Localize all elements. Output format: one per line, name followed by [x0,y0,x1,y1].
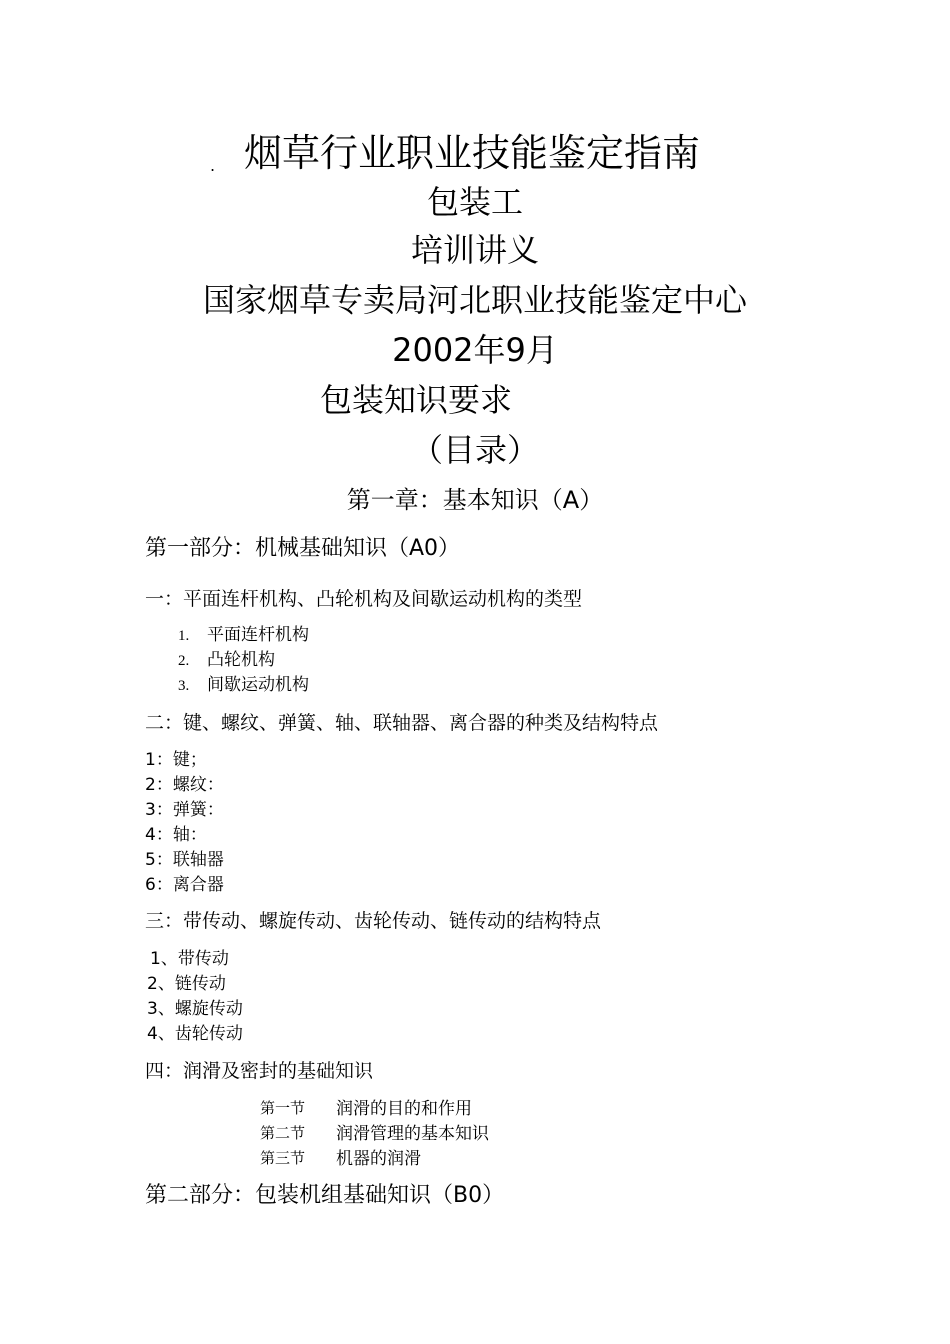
list-item-number: 1. [178,628,190,644]
list-item: 平面连杆机构 [207,625,309,645]
chapter-1-title: 第一章：基本知识（A） [346,486,604,514]
list-item: 1：键； [145,750,207,770]
leading-dot: . [210,156,216,175]
subsection-title: 润滑的目的和作用 [336,1099,472,1119]
list-item: 4：轴： [145,825,207,845]
section-3-title: 三：带传动、螺旋传动、齿轮传动、链传动的结构特点 [145,910,602,932]
list-item: 1、带传动 [150,949,229,969]
subsection-label: 第三节 [260,1151,306,1167]
section-1-title: 一：平面连杆机构、凸轮机构及间歇运动机构的类型 [145,588,583,610]
subsection-title: 机器的润滑 [336,1149,421,1169]
list-item: 间歇运动机构 [207,675,309,695]
list-item-number: 3. [178,678,190,694]
list-item: 凸轮机构 [207,650,275,670]
part-2-title: 第二部分：包装机组基础知识（B0） [145,1183,505,1208]
section-4-title: 四：润滑及密封的基础知识 [145,1060,374,1082]
issuing-organization: 国家烟草专卖局河北职业技能鉴定中心 [202,281,747,319]
list-item: 4、齿轮传动 [147,1024,243,1044]
subsection-label: 第二节 [260,1126,306,1142]
section-2-title: 二：键、螺纹、弹簧、轴、联轴器、离合器的种类及结构特点 [145,712,659,734]
toc-label: （目录） [410,431,539,469]
list-item: 6：离合器 [145,875,224,895]
list-item-number: 2. [178,653,190,669]
part-1-title: 第一部分：机械基础知识（A0） [145,536,461,561]
section-title: 包装知识要求 [320,381,513,419]
document-subtitle-job: 包装工 [426,183,523,221]
document-title: 烟草行业职业技能鉴定指南 [244,131,701,175]
list-item: 2、链传动 [147,974,226,994]
list-item: 5：联轴器 [145,850,224,870]
list-item: 2：螺纹： [145,775,224,795]
document-subtitle-lecture: 培训讲义 [410,231,539,269]
issue-date: 2002年9月 [392,331,558,369]
list-item: 3、螺旋传动 [147,999,243,1019]
subsection-label: 第一节 [260,1101,306,1117]
list-item: 3：弹簧： [145,800,224,820]
subsection-title: 润滑管理的基本知识 [336,1124,489,1144]
